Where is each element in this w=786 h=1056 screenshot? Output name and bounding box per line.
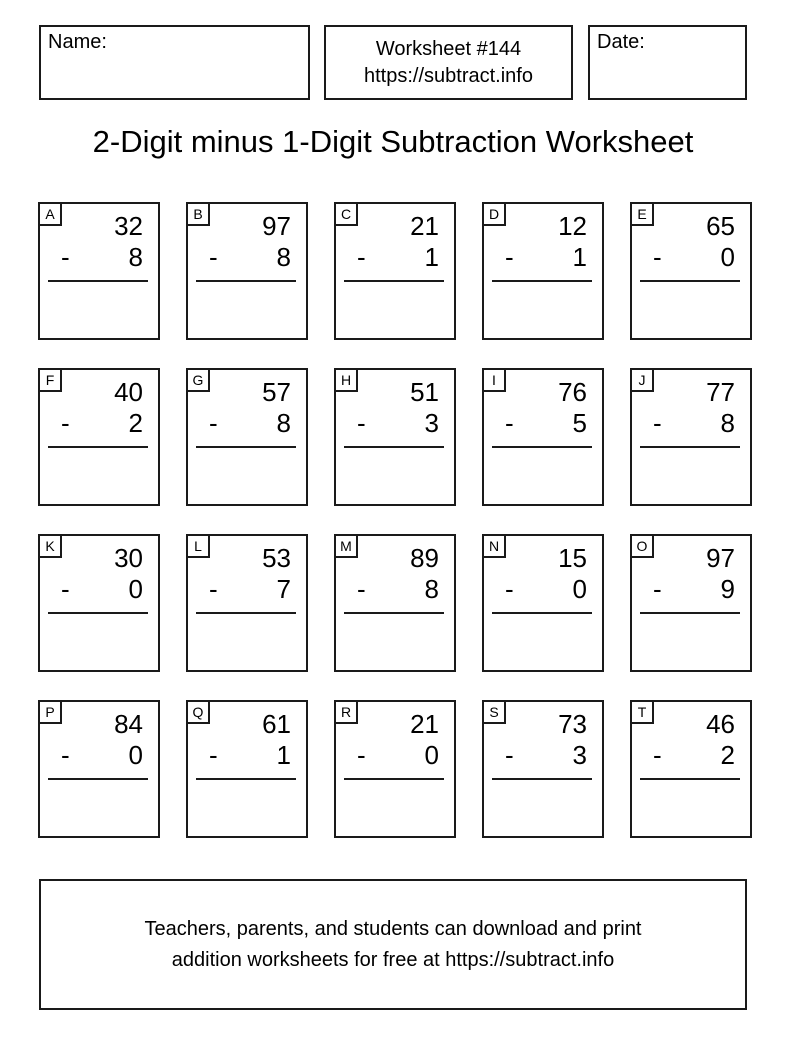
subtrahend-row: [632, 408, 750, 439]
subtrahend-row: [40, 740, 158, 771]
answer-space[interactable]: [632, 780, 750, 836]
minuend: 89: [410, 543, 439, 573]
minus-operator: -: [61, 574, 70, 604]
answer-space[interactable]: [40, 448, 158, 504]
problem-letter: N: [482, 534, 506, 558]
problem-letter: Q: [186, 700, 210, 724]
answer-space[interactable]: [188, 282, 306, 338]
minus-operator: -: [357, 574, 366, 604]
subtrahend-row: [484, 740, 602, 771]
answer-space[interactable]: [484, 780, 602, 836]
subtrahend: 7: [276, 574, 291, 604]
subtrahend: 3: [424, 408, 439, 438]
page-title: 2-Digit minus 1-Digit Subtraction Worksheet: [92, 124, 694, 159]
answer-space[interactable]: [632, 614, 750, 670]
minuend: 30: [114, 543, 143, 573]
minuend: 57: [262, 377, 291, 407]
answer-space[interactable]: [484, 614, 602, 670]
answer-space[interactable]: [336, 780, 454, 836]
subtrahend-row: [336, 408, 454, 439]
answer-space[interactable]: [40, 614, 158, 670]
problem-cell-q: [186, 700, 308, 838]
subtrahend-row: [40, 242, 158, 273]
subtrahend-row: [188, 242, 306, 273]
minuend: 73: [558, 709, 587, 739]
subtrahend: 1: [424, 242, 439, 272]
subtrahend: 8: [276, 408, 291, 438]
answer-space[interactable]: [336, 282, 454, 338]
subtrahend-row: [632, 242, 750, 273]
subtrahend-row: [484, 408, 602, 439]
problem-letter: L: [186, 534, 210, 558]
subtrahend: 1: [572, 242, 587, 272]
problem-cell-l: [186, 534, 308, 672]
problem-cell-p: [38, 700, 160, 838]
minus-operator: -: [505, 242, 514, 272]
subtrahend-row: [336, 242, 454, 273]
minus-operator: -: [653, 740, 662, 770]
problem-cell-o: [630, 534, 752, 672]
minus-operator: -: [209, 242, 218, 272]
answer-space[interactable]: [40, 780, 158, 836]
subtrahend-row: [632, 740, 750, 771]
problem-cell-r: [334, 700, 456, 838]
problem-cell-m: [334, 534, 456, 672]
problem-cell-i: [482, 368, 604, 506]
minuend: 40: [114, 377, 143, 407]
problem-letter: S: [482, 700, 506, 724]
subtrahend: 0: [572, 574, 587, 604]
minuend: 76: [558, 377, 587, 407]
subtrahend-row: [188, 740, 306, 771]
minuend: 65: [706, 211, 735, 241]
minuend: 84: [114, 709, 143, 739]
problem-letter: P: [38, 700, 62, 724]
answer-space[interactable]: [336, 448, 454, 504]
answer-space[interactable]: [188, 614, 306, 670]
worksheet-url: https://subtract.info: [364, 64, 533, 87]
minus-operator: -: [61, 408, 70, 438]
worksheet-number: Worksheet #144: [375, 37, 522, 60]
minuend: 32: [114, 211, 143, 241]
problem-letter: K: [38, 534, 62, 558]
minus-operator: -: [357, 740, 366, 770]
footer-line-1: Teachers, parents, and students can download and print: [144, 917, 642, 940]
footer-line-2: addition worksheets for free at https://subtract.info: [171, 948, 615, 971]
problem-cell-h: [334, 368, 456, 506]
answer-space[interactable]: [40, 282, 158, 338]
answer-space[interactable]: [484, 282, 602, 338]
minuend: 61: [262, 709, 291, 739]
subtrahend: 1: [276, 740, 291, 770]
subtrahend-row: [40, 574, 158, 605]
problem-cell-d: [482, 202, 604, 340]
minus-operator: -: [505, 574, 514, 604]
problems-grid: [38, 202, 752, 838]
subtrahend: 3: [572, 740, 587, 770]
problem-cell-s: [482, 700, 604, 838]
subtrahend: 8: [424, 574, 439, 604]
problem-letter: E: [630, 202, 654, 226]
subtrahend-row: [188, 574, 306, 605]
problem-letter: H: [334, 368, 358, 392]
problem-cell-f: [38, 368, 160, 506]
problem-cell-t: [630, 700, 752, 838]
problem-cell-a: [38, 202, 160, 340]
problem-cell-j: [630, 368, 752, 506]
minus-operator: -: [505, 740, 514, 770]
problem-cell-e: [630, 202, 752, 340]
subtrahend-row: [336, 574, 454, 605]
problem-letter: J: [630, 368, 654, 392]
worksheet-info-box: [324, 25, 573, 100]
minuend: 21: [410, 211, 439, 241]
minus-operator: -: [653, 574, 662, 604]
subtrahend: 0: [128, 574, 143, 604]
minus-operator: -: [209, 408, 218, 438]
minuend: 12: [558, 211, 587, 241]
problem-letter: C: [334, 202, 358, 226]
answer-space[interactable]: [632, 282, 750, 338]
problem-cell-c: [334, 202, 456, 340]
minuend: 51: [410, 377, 439, 407]
minuend: 97: [706, 543, 735, 573]
minus-operator: -: [357, 242, 366, 272]
footer-note: [39, 879, 747, 1010]
problem-letter: O: [630, 534, 654, 558]
minuend: 46: [706, 709, 735, 739]
minuend: 15: [558, 543, 587, 573]
subtrahend: 0: [720, 242, 735, 272]
subtrahend-row: [188, 408, 306, 439]
subtrahend-row: [484, 242, 602, 273]
answer-space[interactable]: [188, 448, 306, 504]
answer-space[interactable]: [188, 780, 306, 836]
subtrahend-row: [484, 574, 602, 605]
answer-space[interactable]: [484, 448, 602, 504]
minuend: 77: [706, 377, 735, 407]
problem-letter: A: [38, 202, 62, 226]
problem-letter: M: [334, 534, 358, 558]
minus-operator: -: [209, 574, 218, 604]
answer-space[interactable]: [336, 614, 454, 670]
subtrahend: 0: [128, 740, 143, 770]
problem-letter: B: [186, 202, 210, 226]
minus-operator: -: [61, 740, 70, 770]
problem-letter: D: [482, 202, 506, 226]
date-field-box[interactable]: [588, 25, 747, 100]
problem-letter: R: [334, 700, 358, 724]
date-label: Date:: [597, 31, 645, 53]
problem-letter: F: [38, 368, 62, 392]
subtrahend-row: [40, 408, 158, 439]
minus-operator: -: [61, 242, 70, 272]
minuend: 21: [410, 709, 439, 739]
name-field-box[interactable]: [39, 25, 310, 100]
subtrahend: 5: [572, 408, 587, 438]
problem-letter: T: [630, 700, 654, 724]
subtrahend-row: [632, 574, 750, 605]
subtrahend: 0: [424, 740, 439, 770]
minus-operator: -: [653, 242, 662, 272]
minuend: 53: [262, 543, 291, 573]
subtrahend: 8: [128, 242, 143, 272]
minus-operator: -: [505, 408, 514, 438]
subtrahend: 8: [720, 408, 735, 438]
name-label: Name:: [48, 31, 107, 53]
problem-letter: G: [186, 368, 210, 392]
problem-cell-k: [38, 534, 160, 672]
subtrahend: 9: [720, 574, 735, 604]
minuend: 97: [262, 211, 291, 241]
problem-cell-n: [482, 534, 604, 672]
problem-cell-b: [186, 202, 308, 340]
subtrahend: 2: [720, 740, 735, 770]
subtrahend: 2: [128, 408, 143, 438]
answer-space[interactable]: [632, 448, 750, 504]
problem-letter: I: [482, 368, 506, 392]
minus-operator: -: [209, 740, 218, 770]
problem-cell-g: [186, 368, 308, 506]
subtrahend-row: [336, 740, 454, 771]
minus-operator: -: [653, 408, 662, 438]
subtrahend: 8: [276, 242, 291, 272]
minus-operator: -: [357, 408, 366, 438]
